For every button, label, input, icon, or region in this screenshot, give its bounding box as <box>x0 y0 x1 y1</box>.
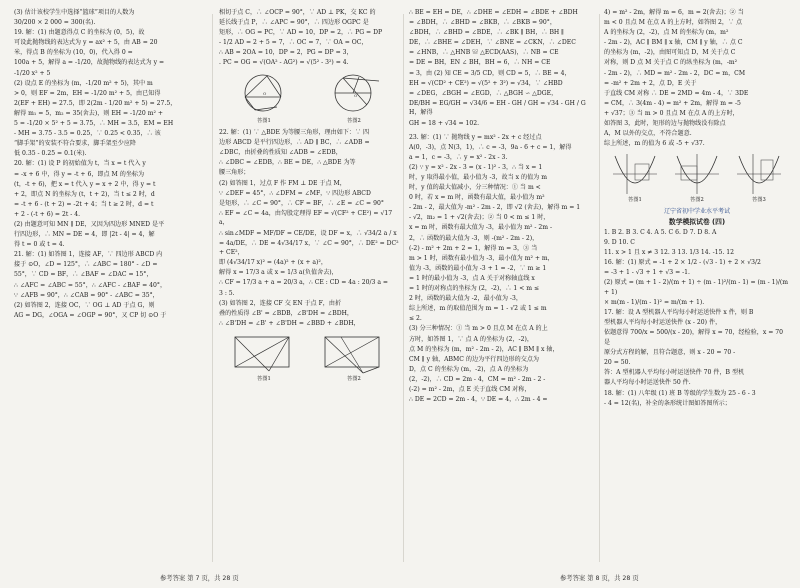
text-line: 解得 x = 17/3 a 或 x = 1/3 a(负值舍去)， <box>219 269 338 277</box>
column-4 <box>604 8 790 566</box>
text-line: DE，∴ ∠BHE = ∠DEH，∵ ∠BNE = ∠CKN，∴ ∠DEC <box>409 39 576 47</box>
text-line: ≤ 2. <box>409 315 422 323</box>
text-line: ∵ ∠AFB = 90°，∴ ∠CAB = 90° - ∠ABC = 35°， <box>14 291 159 299</box>
text-line: (-2) = m² - 2m，点 E 关于直线 CM 对称， <box>409 385 531 393</box>
text-line: ∵ ∠DEF = 45°，∴ ∠DFM = ∠MF，∵ 四边形 ABCD <box>219 189 371 197</box>
text-line: (3) 分三种情况：① 当 m > 0 且点 M 在点 A 的上 <box>409 325 548 333</box>
text-line: 2 时，函数的最大值为 -2，最小值为 -3， <box>409 295 522 303</box>
text-line: 18. 解：(1) 八年级 (1) 班 B 等级的学生数为 25 - 6 - 3 <box>604 389 756 397</box>
figure-caption: 答图2 <box>347 376 361 383</box>
text-line: = 1 时的对称点的坐标为 (2，-2)，∴ 1 < m ≤ <box>409 285 540 293</box>
figure-caption: 答图1 <box>257 376 271 383</box>
text-line: ∴ ∠DBC = ∠EDB，∴ BE = DE，∴ △BDE 为等 <box>219 159 356 167</box>
figure-circle-1 <box>233 71 295 125</box>
text-line: + 2，即点 N 的坐标为 (t，t + 2)，当 t ≤ 2 时，d <box>14 190 155 198</box>
text-line: x = m 时，函数有最大值为 -3，最小值为 m² - 2m - <box>409 224 553 232</box>
text-line: -1/20 x² + 5 <box>14 69 51 77</box>
text-line: 综上所述，m 的值为 6 或 -5 + √37. <box>604 140 705 148</box>
text-line: 行四边形，∴ MN = DE = 4，即 |2t - 4| = 4，解 <box>14 231 155 239</box>
text-line: = 1 时的最小值为 -3，点 A 关于对称轴直线 x <box>409 274 535 282</box>
figure-rect-1 <box>229 331 299 383</box>
text-line: 20 = 50. <box>604 359 631 367</box>
text-line: 依题意得 700/x = 500/(x - 20)，解得 x = 70，经检验，x = 70 是 <box>604 329 784 347</box>
text-line: (2) 原式 = (m + 1 - 2)/(m + 1) ÷ (m - 1)²/(m - 1) = (m - 1)/(m + 1) <box>604 279 789 297</box>
text-line: ∴ ∠B'DH = ∠B' + ∠B'DH = ∠BBD + ∠BDH， <box>219 319 360 327</box>
footer-left: 参考答案 第 7 页，共 28 页 <box>160 575 239 582</box>
column-1 <box>14 8 210 566</box>
column-3 <box>409 8 597 566</box>
text-line: + √37；③ 当 m > 0 且点 M 在点 A 的上方时， <box>604 109 739 117</box>
figure-row-rectangles <box>219 331 399 383</box>
text-line: (3) 估计该校学生中选择“篮球”项目的人数为 <box>14 9 135 16</box>
text-line: ∴ AB = 2OA = 10，DP = 2，PG = DP = 3， <box>219 49 353 57</box>
text-line: CM ∥ y 轴，ABMC 的边为平行四边形的交点为 <box>409 355 540 363</box>
text-line: 20. 解：(1) 设 P 的初始值为 t，当 x = t 代入 y <box>14 160 146 168</box>
text-line: + 2 - (-t + 6) = 2t - 4. <box>14 210 81 218</box>
text-line: 相切于点 C，∴ ∠OCP = 90°，∵ AD ⊥ PK，交 KC 的 <box>219 9 376 16</box>
text-line: 原分式方程的解，且符合题意，则 x - 20 = 70 - <box>604 349 736 357</box>
text-line: “脚手架”的安装不符合要求，脚手架至少应降 <box>14 140 137 148</box>
text-line: 9. D 10. C <box>604 239 635 247</box>
text-line: 边形 ABCD 是平行四边形，∴ AD ∥ BC，∴ ∠ADB = <box>219 139 370 147</box>
text-line: = ∠DEG，∠BGH = ∠EGD，∴ △BGH ∽ △DGE， <box>409 89 558 97</box>
figure-parabola-1 <box>609 152 661 204</box>
text-line: - MH = 3.75 - 3.5 = 0.25，∵ 0.25 < 0.35，∴ 该 <box>14 130 161 138</box>
text-line: = 4a/DE，∴ DE = 4√34/17 x，∵ ∠C = 90°，∴ DE² = DC² + CE²， <box>219 239 399 257</box>
text-line: 可设此抛物线的表达式为 y = ax² + 5，由 AB = 20 <box>14 39 158 47</box>
text-line: (2) 如答图 1，过点 F 作 FM ⊥ DE 于点 M， <box>219 179 346 187</box>
text-line: A(0，-3)，点 N(3，1)，∴ c = -3，9a - 6 + c = 1，解得 <box>409 143 572 151</box>
text-line: = -m² + 2m + 2，点 D，E 关于 <box>604 79 697 87</box>
text-line: A 的坐标为 (2，-2)，点 M 的坐标为 (m，m² <box>604 29 729 37</box>
text-line: m > 1 时，函数有最小值为 -3，最小值为 m² + m， <box>409 254 554 262</box>
text-line: (2) ∵ y = x² - 2x - 3 = (x - 1)² - 3，∴ 当 x = 1 <box>409 163 543 171</box>
text-line: ∴ EF = ∠C = 4a，由勾股定理得 EF = √(CF² + CE²) = √17 a， <box>219 209 393 227</box>
figure-row-parabolas <box>604 152 790 204</box>
text-line: 如答图 3，此时，矩形的边与抛物线没有除点 <box>604 120 726 128</box>
text-line: 55°，∵ CD = BF，∴ ∠BAF = ∠DAC = 15°， <box>14 271 153 279</box>
text-line: = -x + 6 中，得 y = -t + 6，即点 M 的坐标为 <box>14 170 145 178</box>
text-line: (2) 设点 E 的坐标为 (m，-1/20 m² + 5)，其中 m <box>14 79 153 87</box>
text-line: 即 (4√34/17 x)² = (4a)² + (x + a)²， <box>219 259 327 267</box>
text-line: 17. 解：设 A 型机器人平均每小时运送快件 x 件，则 B <box>604 309 754 317</box>
figure-parabola-2 <box>671 152 723 204</box>
text-line: ∴ CF = 17/3 a + a = 20/3 a，∴ CE : CD = 4a : 20/3 a = <box>219 279 388 287</box>
figure-caption: 答图2 <box>690 196 704 203</box>
text-line: 2(EF + EH) = 27.5，即 2(2m - 1/20 m² + 5) = 27.5， <box>14 99 177 107</box>
text-line: ∴ sin∠MDF = MF/DF = CE/DE，设 DF = x，∴ √34/2 a / x <box>219 229 397 237</box>
text-line: DE/BH = EG/GH = √34/6 = EH - GH / GH = √34 - GH / GH，解得 <box>409 99 586 117</box>
text-line: A，M 以外的交点，不符合题意. <box>604 130 692 138</box>
text-line: - 4 = 12(名)，补全的条形统计图如答图所示； <box>604 399 731 407</box>
figure-caption: 答图1 <box>257 118 271 125</box>
text-line: 3 : 5. <box>219 289 235 297</box>
text-line: 方时，如答图 1，∵ 点 A 的坐标为 (2，-2)， <box>409 335 533 343</box>
text-line: (3) 如答图 2，连接 CF 交 EN 于点 F，由折 <box>219 299 342 307</box>
text-line: 腰三角形； <box>219 169 250 177</box>
text-line: 器人平均每小时运送快件 50 件. <box>604 379 691 387</box>
figure-caption: 答图3 <box>752 196 766 203</box>
text-line: 19. 解：(1) 由题意得点 C 的坐标为 (0，5)，故 <box>14 29 145 37</box>
figure-circle-2 <box>323 71 385 125</box>
text-line: 得 t = 0 或 t = 4. <box>14 241 65 249</box>
text-line: 30/200 × 2 000 = 300(名). <box>14 19 96 27</box>
text-line: 是矩形，∴ ∠C = 90°，∴ CF = BF，∴ ∠E = ∠C = 90° <box>219 199 384 207</box>
text-line: 2，∴ 函数的最大值为 -3，则 -(m² - 2m - 2)， <box>409 234 539 242</box>
text-line: - 2m - 2，最大值为 -m² - 2m - 2，即 √2 (舍去)，解得 m = 1 <box>409 204 581 212</box>
column-divider <box>403 14 404 562</box>
text-line: ∠BDH，∴ ∠BHD = ∠BDE，∴ ∠BK ∥ BH，∴ BH ∥ <box>409 29 565 37</box>
text-line: 延长线于点 P，∴ ∠APC = 90°，∴ 四边形 OGPC 是 <box>219 19 369 27</box>
text-line: 接于 ⊙O，∠D = 125°，∴ ∠ABC = 180° - ∠D = <box>14 261 158 269</box>
text-line: = ∠HNB，∴ △HNB ≌ △ECD(AAS)，∴ NB = CE <box>409 49 559 57</box>
text-line: 的坐标为 (m，-2)，由图可知点 D，M 关于点 C <box>604 49 736 57</box>
figure-rect-2 <box>319 331 389 383</box>
text-line: 0 时，若 x = m 时，函数有最大值，最小值为 m² <box>409 194 545 202</box>
text-line: 值为 -3，函数的最小值为 -3 + 1 = -2，∵ m ≥ 1 <box>409 264 547 272</box>
svg-text:O: O <box>263 91 267 97</box>
text-line: 11. x > 1 且 x ≠ 3 12. 3 13. 1/3 14. -15. 12 <box>604 249 735 257</box>
text-line: 解得 m₁ = 5，m₂ = 35(舍去)，则 EH = -1/20 m² + <box>14 109 164 117</box>
text-line: 100a + 5，解得 a = -1/20，故抛物线的表达式为 y = <box>14 59 165 67</box>
text-line: 低 0.35 - 0.25 = 0.1(米). <box>14 150 87 158</box>
exam-title: 数学模拟试卷 (四) <box>668 218 726 227</box>
text-line: 答：A 型机器人平均每小时运送快件 70 件，B 型机 <box>604 369 745 377</box>
text-line: 16. 解：(1) 原式 = -1 + 2 × 1/2 - (√3 - 1) + 2 × √3/2 <box>604 259 761 267</box>
figure-caption: 答图2 <box>347 118 361 125</box>
text-line: 时，y 取得最小值，最小值为 -3，故当 x 的值为 m <box>409 174 547 181</box>
exam-school-heading: 辽宁省初中学业水平考试 <box>663 207 730 215</box>
text-line: (2) 由题意可知 MN ∥ DE，又因为四边形 MNED 是平 <box>14 220 165 228</box>
text-line: ∴ DE = 2CD = 2m - 4，∵ DE = 4，∴ 2m - 4 = <box>409 396 548 404</box>
text-line: GH = 18 + √34 = 102. <box>409 119 480 127</box>
text-line: AG = DG，∠OGA = ∠OGP = 90°，又 CP 切 ⊙O 于 <box>14 311 167 319</box>
column-2 <box>219 8 399 566</box>
column-divider <box>599 14 600 562</box>
column-divider <box>212 14 213 562</box>
figure-parabola-3 <box>733 152 785 204</box>
text-line: 时，y 值的最大值减小，分三种情况：① 当 m < <box>409 184 541 192</box>
text-line: 米，得点 B 的坐标为 (10，0)，代入得 0 = <box>14 49 133 57</box>
text-line: (-2) - m² + 2m + 2 = 1，解得 m = 3，③ 当 <box>409 244 538 252</box>
text-line: 1. B 2. B 3. C 4. A 5. C 6. D 7. D 8. A <box>604 229 717 236</box>
text-line: - 2m - 2)，∴ MD = m² - 2m - 2，DC = m，CM <box>604 69 746 77</box>
text-line: ∴ ∠AFC = ∠ABC = 55°，∴ ∠AFC - ∠BAF = 40°， <box>14 281 167 289</box>
text-line: a = 1，c = -3，∴ y = x² - 2x - 3. <box>409 153 508 161</box>
text-line: 综上所述，m 的取值范围为 m = 1 - √2 或 1 ≤ m <box>409 305 547 313</box>
text-line: 23. 解：(1) ∵ 抛物线 y = mx² - 2x + c 经过点 <box>409 133 542 141</box>
text-line: 22. 解：(1) ∵ △BDE 为等腰三角形，理由如下：∵ 四 <box>219 129 370 137</box>
svg-text:O: O <box>354 93 358 99</box>
text-line: = -t + 6 - (t + 2) = -2t + 4；当 t ≥ 2 时，d = t <box>14 200 154 208</box>
text-line: 5 = -1/20 × 5² + 5 = 3.75，∴ MH = 3.5，EM = EH <box>14 120 174 128</box>
text-line: 对称，则 D 点 M 关于点 C 的纵坐标为 (m，-m² <box>604 59 738 67</box>
figure-row-circles <box>219 71 399 125</box>
text-line: . PC = OG = √(OA² - AG²) = √(5² - 3²) = 4. <box>219 59 349 67</box>
text-line: (t，-t + 6)，把 x = t 代入 y = x + 2 中，得 y = t <box>14 180 156 188</box>
text-line: ∴ BE = EH = DE，∴ ∠DHE = ∠EDH = ∠BDE + ∠BDH <box>409 9 578 16</box>
text-line: = CM，∴ 3(4m - 4) = m² + 2m，解得 m = -5 <box>604 99 741 107</box>
text-line: > 0，则 EF = 2m，EH = -1/20 m² + 5，由已知得 <box>14 89 161 97</box>
text-line: - 2m - 2)，AC ∥ BM ∥ x 轴，CM ∥ y 轴，∴ 点 C <box>604 39 743 47</box>
text-line: = 3，由 (2) 知 CE = 3/5 CD，则 CD = 5，∴ BE = 4， <box>409 69 571 77</box>
text-line: EH = √(CD² + CE²) = √(5² + 3²) = √34，∵ ∠HBD <box>409 79 563 87</box>
text-line: 21. 解：(1) 如答图 1，连接 AF，∵ 四边形 ABCD 内 <box>14 251 163 259</box>
text-line: m < 0 且点 M 在点 A 的上方时，如答图 2，∵ 点 <box>604 19 743 27</box>
text-line: 点 M 的坐标为 (m，m² - 2m - 2)，AC ∥ BM ∥ x 轴， <box>409 345 559 353</box>
footer-right: 参考答案 第 8 页，共 28 页 <box>560 575 639 582</box>
text-line: ∠DBC，由折叠的性质知 ∠ADB = ∠EDB， <box>219 149 342 157</box>
text-line: × m(m - 1)/(m - 1)² = m/(m + 1). <box>604 299 705 307</box>
text-line: 于直线 CM 对称 ∴ DE = 2MD = 4m - 4，∵ 3DE <box>604 89 749 97</box>
text-line: = DE = BH，EN ∠ BH，BH = 6，∴ NH = CE <box>409 59 551 67</box>
figure-caption: 答图1 <box>628 196 642 203</box>
text-line: 矩形，∴ OG = PC，∵ AD = 10，DP = 2，∴ PG = DP <box>219 29 383 37</box>
text-line: 型机器人平均每小时运送快件 (x - 20) 件， <box>604 319 722 327</box>
text-line: = -3 + 1 - √3 + 1 + √3 = -1. <box>604 269 690 277</box>
text-line: (2，-2)，∴ CD = 2m - 4，CM = m² - 2m - 2 - <box>409 375 546 383</box>
text-line: 叠的性质得 ∠B' = ∠BDB，∠B'DH = ∠BDH， <box>219 309 354 317</box>
text-line: (2) 如答图 2，连接 OC，∵ OG ⊥ AD 于点 G，则 <box>14 301 155 309</box>
text-line: 4) = m² - 2m，解得 m = 6，m = 2(舍去)；② 当 <box>604 9 744 16</box>
text-line: - 1/2 AD = 2 + 5 = 7，∴ OC = 7，∵ OA = OC， <box>219 39 368 47</box>
text-line: - √2，m₂ = 1 + √2(舍去)；② 当 0 < m ≤ 1 时， <box>409 214 550 222</box>
text-line: D，点 C 的坐标为 (m，-2)，点 A 的坐标为 <box>409 365 529 373</box>
text-line: = ∠BDH，∴ ∠BHD = ∠BKB，∴ ∠BKB = 90°， <box>409 19 556 27</box>
